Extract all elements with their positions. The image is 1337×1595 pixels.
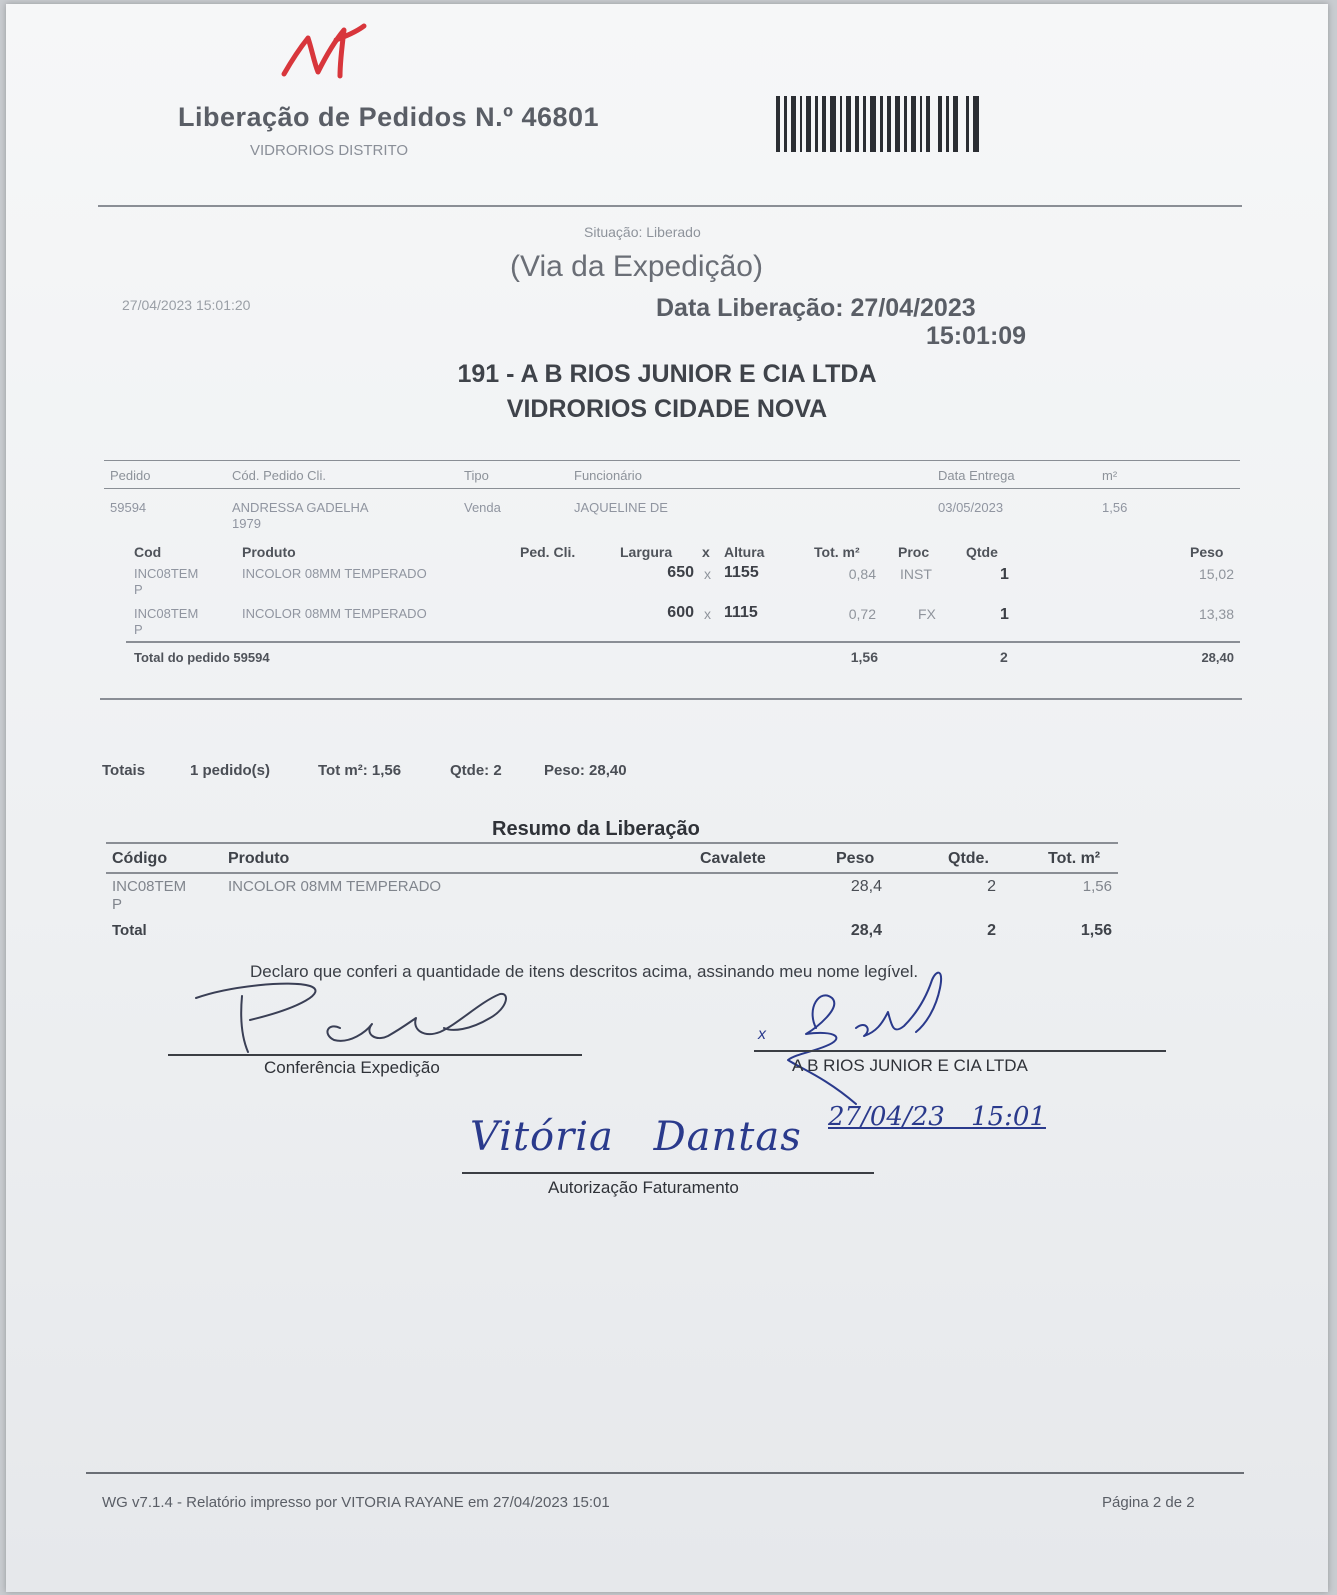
situacao-status: Situação: Liberado xyxy=(584,224,701,240)
totais-pedidos: 1 pedido(s) xyxy=(190,762,271,779)
item-col-cod: Cod xyxy=(134,544,162,560)
col-pedido: Pedido xyxy=(110,468,151,483)
item-proc: FX xyxy=(918,606,936,622)
company-subtitle: VIDRORIOS DISTRITO xyxy=(250,142,409,159)
resumo-title: Resumo da Liberação xyxy=(492,818,700,840)
resumo-codigo-line1: INC08TEM xyxy=(112,878,187,895)
pedido-tipo: Venda xyxy=(464,500,501,515)
signature-conferencia xyxy=(190,978,530,1058)
cod-pedido-cli-line1: ANDRESSA GADELHA xyxy=(232,500,369,515)
footer-printed-by: WG v7.1.4 - Relatório impresso por VITORIA RAYANE em 27/04/2023 15:01 xyxy=(102,1494,610,1511)
item-col-largura: Largura xyxy=(620,544,673,560)
handwritten-date: 27/04/23 15:01 xyxy=(828,1102,1046,1132)
totais-peso: Peso: 28,40 xyxy=(544,762,627,779)
autorizacao-signature: Vitória Dantas xyxy=(470,1114,802,1160)
footer-page-number: Página 2 de 2 xyxy=(1102,1494,1195,1511)
resumo-total-qtde: 2 xyxy=(987,922,996,939)
pedido-top-rule xyxy=(104,460,1240,461)
resumo-col-tot-m2: Tot. m² xyxy=(1048,850,1101,867)
item-x: x xyxy=(704,606,711,622)
resumo-col-codigo: Código xyxy=(112,850,168,867)
totais-label: Totais xyxy=(102,762,146,779)
data-liberacao: Data Liberação: 27/04/2023 xyxy=(656,294,976,322)
col-cod-pedido-cli: Cód. Pedido Cli. xyxy=(232,468,326,483)
item-col-produto: Produto xyxy=(242,544,296,560)
item-tot-m2: 0,84 xyxy=(848,566,876,582)
conferencia-label: Conferência Expedição xyxy=(264,1058,440,1077)
items-total-rule xyxy=(126,641,1240,643)
resumo-total-peso: 28,4 xyxy=(850,922,882,939)
item-produto: INCOLOR 08MM TEMPERADO xyxy=(242,566,427,581)
item-cod-line2: P xyxy=(134,622,143,637)
item-peso: 13,38 xyxy=(1198,606,1234,622)
pedido-total-qtde: 2 xyxy=(1000,649,1008,665)
document-title: Liberação de Pedidos N.º 46801 xyxy=(178,102,600,132)
item-largura: 600 xyxy=(667,604,694,621)
autorizacao-line xyxy=(462,1172,874,1174)
cliente-line xyxy=(754,1050,1166,1052)
resumo-col-qtde: Qtde. xyxy=(948,850,989,867)
resumo-col-cavalete: Cavalete xyxy=(700,850,766,867)
item-qtde: 1 xyxy=(1000,606,1009,623)
pedido-total-peso: 28,40 xyxy=(1201,650,1234,665)
resumo-col-peso: Peso xyxy=(836,850,875,867)
data-liberacao-time: 15:01:09 xyxy=(926,322,1027,350)
resumo-tot-m2: 1,56 xyxy=(1082,878,1112,895)
resumo-produto: INCOLOR 08MM TEMPERADO xyxy=(228,878,442,895)
cliente-name: 191 - A B RIOS JUNIOR E CIA LTDA xyxy=(457,360,877,388)
resumo-header-rule xyxy=(106,872,1118,874)
signature-cliente xyxy=(776,968,976,1118)
resumo-peso: 28,4 xyxy=(850,878,882,895)
pedido-total-m2: 1,56 xyxy=(850,649,878,665)
col-m2: m² xyxy=(1102,468,1118,483)
printed-timestamp: 27/04/2023 15:01:20 xyxy=(122,297,251,313)
pedido-funcionario: JAQUELINE DE xyxy=(574,500,668,515)
item-cod-line1: INC08TEM xyxy=(134,606,199,621)
pedido-header-rule xyxy=(104,488,1240,489)
totais-qtde: Qtde: 2 xyxy=(450,762,502,779)
declaration-text: Declaro que conferi a quantidade de itens descritos acima, assinando meu nome legível. xyxy=(250,962,919,981)
col-tipo: Tipo xyxy=(464,468,489,483)
resumo-top-rule xyxy=(106,842,1118,844)
item-col-tot-m2: Tot. m² xyxy=(814,544,860,560)
item-col-peso: Peso xyxy=(1190,544,1224,560)
resumo-col-produto: Produto xyxy=(228,850,290,867)
resumo-qtde: 2 xyxy=(987,878,996,895)
cliente-store: VIDRORIOS CIDADE NOVA xyxy=(506,395,828,423)
item-col-ped-cli: Ped. Cli. xyxy=(520,544,576,560)
resumo-total-label: Total xyxy=(112,922,147,939)
barcode xyxy=(776,96,982,152)
item-altura: 1155 xyxy=(724,564,759,581)
autorizacao-label: Autorização Faturamento xyxy=(548,1178,739,1197)
item-col-x: x xyxy=(702,544,710,560)
document-page xyxy=(6,4,1328,1592)
col-funcionario: Funcionário xyxy=(574,468,642,483)
conferencia-line xyxy=(168,1054,582,1056)
pedido-bottom-rule xyxy=(100,698,1242,700)
pedido-number: 59594 xyxy=(110,500,147,515)
item-col-proc: Proc xyxy=(898,544,930,560)
item-qtde: 1 xyxy=(1000,566,1009,583)
cod-pedido-cli-line2: 1979 xyxy=(232,516,261,531)
item-x: x xyxy=(704,566,711,582)
item-produto: INCOLOR 08MM TEMPERADO xyxy=(242,606,427,621)
item-peso: 15,02 xyxy=(1198,566,1234,582)
resumo-codigo-line2: P xyxy=(112,896,123,913)
footer-rule xyxy=(86,1472,1244,1474)
via-label: (Via da Expedição) xyxy=(510,250,763,283)
cliente-sign-x: x xyxy=(758,1026,766,1043)
pedido-total-label: Total do pedido 59594 xyxy=(134,650,270,665)
item-col-altura: Altura xyxy=(724,544,765,560)
pedido-m2: 1,56 xyxy=(1102,500,1128,515)
totais-m2: Tot m²: 1,56 xyxy=(318,762,402,779)
item-proc: INST xyxy=(900,566,932,582)
cliente-label: A B RIOS JUNIOR E CIA LTDA xyxy=(792,1056,1028,1075)
col-data-entrega: Data Entrega xyxy=(938,468,1015,483)
item-tot-m2: 0,72 xyxy=(848,606,876,622)
handwritten-m-mark xyxy=(278,18,370,88)
resumo-total-m2: 1,56 xyxy=(1080,922,1112,939)
item-largura: 650 xyxy=(667,564,694,581)
pedido-data-entrega: 03/05/2023 xyxy=(938,500,1004,515)
item-altura: 1115 xyxy=(724,604,758,621)
header-divider xyxy=(98,205,1242,207)
item-cod-line1: INC08TEM xyxy=(134,566,199,581)
item-col-qtde: Qtde xyxy=(966,544,998,560)
item-cod-line2: P xyxy=(134,582,143,597)
